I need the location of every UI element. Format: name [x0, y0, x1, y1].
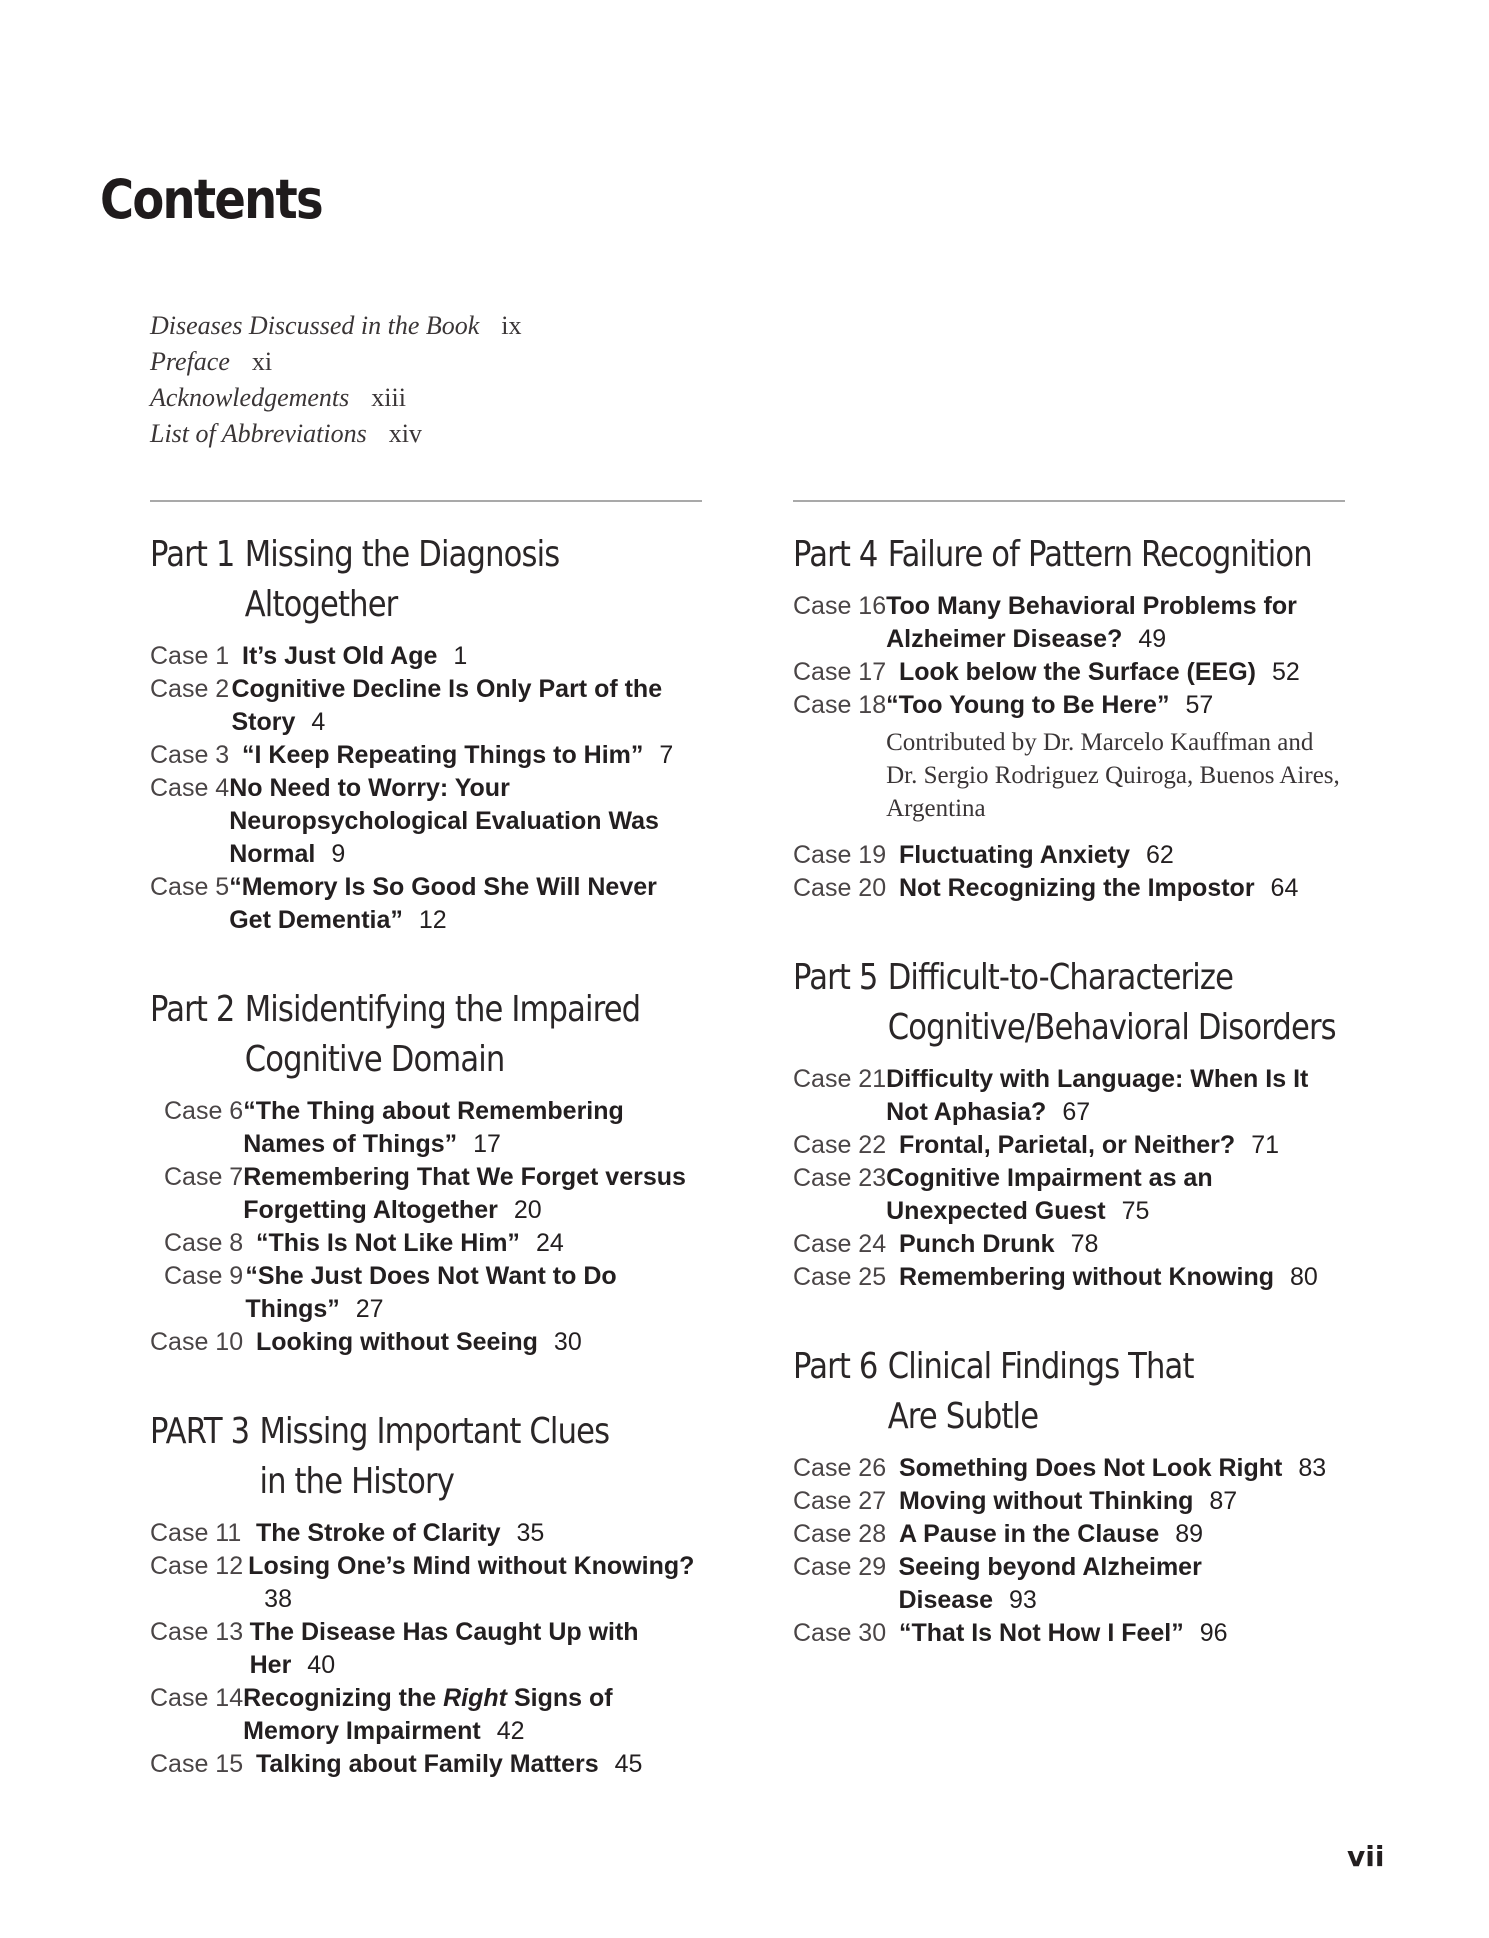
- page-number: vii: [1347, 1840, 1385, 1873]
- case-page: 24: [535, 1229, 564, 1257]
- part-heading[interactable]: [793, 530, 1337, 580]
- case-entry[interactable]: [150, 640, 702, 673]
- case-title: “The Thing about Remembering Names of Things” 17: [243, 1097, 624, 1158]
- case-title: Frontal, Parietal, or Neither? 71: [899, 1131, 1279, 1159]
- case-label: Case 14: [150, 1684, 244, 1712]
- case-label: Case 19: [793, 841, 887, 869]
- case-title: Talking about Family Matters 45: [256, 1750, 643, 1778]
- case-page: 57: [1185, 691, 1214, 719]
- case-entry[interactable]: [150, 1550, 702, 1616]
- front-matter-title: Preface: [150, 347, 230, 376]
- case-page: 62: [1146, 841, 1174, 869]
- case-title: Looking without Seeing 30: [256, 1328, 582, 1356]
- case-page: 12: [418, 906, 447, 934]
- case-entry[interactable]: [150, 1748, 702, 1781]
- case-title: “Too Young to Be Here” 57 Contributed by Dr. Marcelo Kauffman and Dr. Sergio Rodriguez Quiroga, Buenos Aires, Argentina: [886, 689, 1345, 839]
- case-entry[interactable]: [793, 1452, 1345, 1485]
- case-page: 27: [355, 1295, 384, 1323]
- case-page: 49: [1138, 625, 1167, 653]
- case-entry[interactable]: [150, 1682, 702, 1748]
- case-entry[interactable]: [150, 871, 702, 937]
- case-label: Case 10: [150, 1328, 244, 1356]
- case-page: 4: [311, 708, 326, 736]
- case-page: 30: [553, 1328, 582, 1356]
- part-name: Difficult-to-Characterize Cognitive/Behavioral Disorders: [887, 957, 1336, 1048]
- case-page: 75: [1121, 1197, 1150, 1225]
- case-entry[interactable]: [150, 1616, 702, 1682]
- case-title: Something Does Not Look Right 83: [899, 1454, 1327, 1482]
- case-page: 20: [513, 1196, 542, 1224]
- case-title: “This Is Not Like Him” 24: [256, 1229, 564, 1257]
- case-title: Cognitive Impairment as an Unexpected Guest 75: [886, 1164, 1213, 1225]
- case-entry[interactable]: [150, 1227, 702, 1260]
- front-matter-page: xiii: [371, 383, 406, 412]
- case-title: Look below the Surface (EEG) 52: [899, 658, 1300, 686]
- case-title: Seeing beyond Alzheimer Disease 93: [898, 1553, 1202, 1614]
- case-title: Not Recognizing the Impostor 64: [899, 874, 1299, 902]
- part-4: [793, 530, 1345, 905]
- case-page: 7: [659, 741, 674, 769]
- part-2: [150, 985, 702, 1359]
- case-entry[interactable]: [150, 739, 702, 772]
- part-name: Missing Important Clues in the History: [259, 1411, 610, 1502]
- case-title: It’s Just Old Age 1: [242, 642, 468, 670]
- case-label: Case 24: [793, 1230, 887, 1258]
- case-entry[interactable]: [793, 689, 1345, 839]
- case-entry[interactable]: [150, 1095, 702, 1161]
- case-label: Case 21: [793, 1065, 887, 1093]
- case-label: Case 11: [150, 1519, 242, 1547]
- case-entry[interactable]: [150, 772, 702, 871]
- case-entry[interactable]: [150, 673, 702, 739]
- case-page: 96: [1199, 1619, 1228, 1647]
- case-page: 89: [1175, 1520, 1204, 1548]
- case-label: Case 1: [150, 642, 230, 670]
- part-heading[interactable]: [793, 953, 1337, 1053]
- case-title: “She Just Does Not Want to Do Things” 27: [245, 1262, 617, 1323]
- divider: [150, 500, 702, 502]
- case-label: Case 7: [164, 1163, 244, 1191]
- case-page: 17: [473, 1130, 501, 1158]
- case-entry[interactable]: [150, 1326, 702, 1359]
- case-title: A Pause in the Clause 89: [899, 1520, 1204, 1548]
- part-heading[interactable]: [150, 530, 694, 630]
- case-label: Case 16: [793, 592, 887, 620]
- case-entry[interactable]: [793, 1162, 1345, 1228]
- case-label: Case 25: [793, 1263, 887, 1291]
- part-label: Part 6: [793, 1346, 878, 1387]
- part-heading[interactable]: [150, 985, 694, 1085]
- part-name: Failure of Pattern Recognition: [887, 534, 1312, 575]
- case-label: Case 2: [150, 675, 230, 703]
- front-matter-page: xiv: [388, 419, 422, 448]
- case-title: Losing One’s Mind without Knowing?38: [248, 1552, 695, 1613]
- case-title: Recognizing the Right Signs of Memory Impairment 42: [243, 1684, 613, 1745]
- case-label: Case 12: [150, 1552, 244, 1580]
- case-entry[interactable]: [150, 1161, 702, 1227]
- case-label: Case 15: [150, 1750, 244, 1778]
- case-title: “I Keep Repeating Things to Him” 7: [242, 741, 674, 769]
- case-page: 87: [1209, 1487, 1238, 1515]
- case-title: “That Is Not How I Feel” 96: [899, 1619, 1228, 1647]
- case-page: 1: [453, 642, 468, 670]
- case-title: The Stroke of Clarity 35: [256, 1519, 545, 1547]
- divider: [793, 500, 1345, 502]
- front-matter-page: ix: [501, 311, 522, 340]
- case-entry[interactable]: [150, 1260, 702, 1326]
- case-entry[interactable]: [793, 1617, 1345, 1650]
- case-entry[interactable]: [793, 1228, 1345, 1261]
- case-contributor: Contributed by Dr. Marcelo Kauffman and Dr. Sergio Rodriguez Quiroga, Buenos Aires, Argentina: [886, 729, 1340, 822]
- case-page: 83: [1298, 1454, 1327, 1482]
- case-label: Case 8: [164, 1229, 244, 1257]
- part-label: PART 3: [150, 1411, 250, 1452]
- case-label: Case 30: [793, 1619, 887, 1647]
- case-page: 93: [1009, 1586, 1037, 1614]
- case-page: 80: [1290, 1263, 1318, 1291]
- front-matter-title: Diseases Discussed in the Book: [150, 311, 480, 340]
- front-matter-title: List of Abbreviations: [150, 419, 367, 448]
- part-label: Part 2: [150, 989, 235, 1030]
- case-page: 52: [1272, 658, 1300, 686]
- case-page: 40: [307, 1651, 336, 1679]
- part-3: [150, 1407, 702, 1781]
- case-title: Remembering without Knowing 80: [899, 1263, 1318, 1291]
- case-page: 35: [516, 1519, 545, 1547]
- part-label: Part 5: [793, 957, 878, 998]
- case-label: Case 17: [793, 658, 887, 686]
- part-5: [793, 953, 1345, 1294]
- page-title: Contents: [100, 168, 322, 231]
- case-label: Case 13: [150, 1618, 244, 1646]
- case-title: “Memory Is So Good She Will Never Get Dementia” 12: [229, 873, 657, 934]
- case-entry[interactable]: [793, 1261, 1345, 1294]
- case-entry[interactable]: [793, 872, 1345, 905]
- part-name: Misidentifying the Impaired Cognitive Domain: [244, 989, 641, 1080]
- case-entry[interactable]: [793, 656, 1345, 689]
- case-label: Case 27: [793, 1487, 887, 1515]
- case-page: 38: [264, 1585, 292, 1613]
- part-label: Part 1: [150, 534, 235, 575]
- case-label: Case 5: [150, 873, 230, 901]
- case-label: Case 28: [793, 1520, 887, 1548]
- part-label: Part 4: [793, 534, 878, 575]
- part-name: Clinical Findings That Are Subtle: [887, 1346, 1194, 1437]
- part-1: [150, 530, 702, 937]
- case-label: Case 9: [164, 1262, 244, 1290]
- part-name: Missing the Diagnosis Altogether: [244, 534, 560, 625]
- front-matter-list: [150, 308, 522, 452]
- front-matter-page: xi: [251, 347, 273, 376]
- front-matter-item[interactable]: [150, 344, 522, 380]
- part-6: [793, 1342, 1345, 1650]
- contents-column-left: [150, 500, 702, 1829]
- case-title: Moving without Thinking 87: [899, 1487, 1238, 1515]
- case-page: 9: [331, 840, 346, 868]
- case-entry[interactable]: [793, 839, 1345, 872]
- front-matter-title: Acknowledgements: [150, 383, 350, 412]
- case-title: Difficulty with Language: When Is It Not Aphasia? 67: [886, 1065, 1309, 1126]
- case-title: Cognitive Decline Is Only Part of the Story 4: [231, 675, 663, 736]
- front-matter-item[interactable]: [150, 308, 522, 344]
- case-page: 45: [614, 1750, 643, 1778]
- case-label: Case 22: [793, 1131, 887, 1159]
- case-entry[interactable]: [793, 1551, 1345, 1617]
- contents-column-right: [793, 500, 1345, 1698]
- part-heading[interactable]: [793, 1342, 1337, 1442]
- case-label: Case 26: [793, 1454, 887, 1482]
- case-label: Case 20: [793, 874, 887, 902]
- case-label: Case 23: [793, 1164, 887, 1192]
- front-matter-item[interactable]: [150, 380, 522, 416]
- case-entry[interactable]: [793, 1485, 1345, 1518]
- case-entry[interactable]: [793, 1518, 1345, 1551]
- case-label: Case 29: [793, 1553, 887, 1581]
- case-label: Case 3: [150, 741, 230, 769]
- front-matter-item[interactable]: [150, 416, 522, 452]
- case-entry[interactable]: [793, 590, 1345, 656]
- case-title: No Need to Worry: Your Neuropsychological Evaluation Was Normal 9: [229, 774, 659, 868]
- case-title: Fluctuating Anxiety 62: [899, 841, 1174, 869]
- case-page: 42: [496, 1717, 525, 1745]
- case-entry[interactable]: [793, 1063, 1345, 1129]
- case-label: Case 4: [150, 774, 230, 802]
- case-entry[interactable]: [793, 1129, 1345, 1162]
- case-title: Remembering That We Forget versus Forgetting Altogether 20: [243, 1163, 686, 1224]
- case-label: Case 18: [793, 691, 887, 719]
- case-title: The Disease Has Caught Up with Her 40: [249, 1618, 639, 1679]
- case-title: Punch Drunk 78: [899, 1230, 1099, 1258]
- case-page: 78: [1070, 1230, 1099, 1258]
- case-title: Too Many Behavioral Problems for Alzheimer Disease? 49: [886, 592, 1297, 653]
- case-label: Case 6: [164, 1097, 244, 1125]
- case-page: 67: [1062, 1098, 1091, 1126]
- part-heading[interactable]: [150, 1407, 694, 1507]
- case-page: 71: [1251, 1131, 1279, 1159]
- case-page: 64: [1270, 874, 1299, 902]
- case-entry[interactable]: [150, 1517, 702, 1550]
